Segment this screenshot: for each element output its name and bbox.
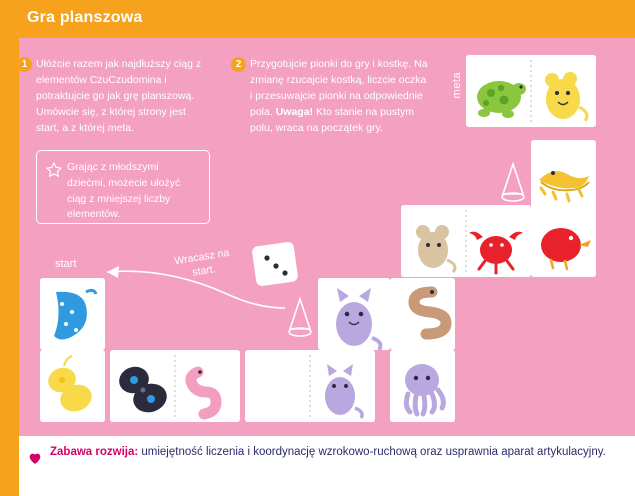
step-2-text (250, 57, 430, 137)
step-1-badge: 1 (17, 57, 32, 72)
back-to-start-label: Wracasz na start. (173, 246, 231, 279)
start-label: start (55, 258, 77, 270)
step-2-warning: Uwaga! (275, 105, 314, 118)
step-1-text: Ułóżcie razem jak najdłuższy ciąg z elementów CzuCzudomina i potraktujcie go jak grę planszową. Umówcie się, z której strony jest start, a z której meta. (36, 58, 202, 134)
domino-card-cat-purple-big[interactable] (318, 278, 390, 350)
left-orange-bar (0, 0, 19, 496)
domino-card-octopus-purple[interactable] (390, 350, 455, 422)
footer-body: umiejętność liczenia i koordynację wzrokowo-ruchową oraz usprawnia aparat artykulacyjny. (138, 446, 606, 458)
domino-card-butterfly-yellow[interactable] (40, 350, 105, 422)
domino-card-whale-blue[interactable] (40, 278, 105, 350)
step-2-text-before: Przygotujcie pionki do gry i kostkę. Na zmianę rzucajcie kostką, liczcie oczka i przesuwajcie pionki na odpowiednie pola. (250, 58, 428, 118)
heart-icon (27, 450, 43, 466)
star-icon (45, 161, 63, 179)
domino-card-butterfly-worm[interactable] (110, 350, 240, 422)
game-pawn-bottom[interactable] (284, 295, 316, 341)
domino-card-mouse-crayfish[interactable] (401, 205, 531, 277)
meta-label: meta (451, 72, 463, 99)
footer-text (50, 444, 615, 461)
footer-left-bar (0, 436, 19, 496)
page-title: Gra planszowa (27, 9, 143, 26)
footer-band (0, 436, 635, 496)
dice[interactable] (250, 238, 302, 290)
domino-card-crocodile[interactable] (531, 140, 596, 212)
step-2-text-after: Kto stanie na pustym polu, wraca na początek gry. (250, 105, 415, 134)
game-pawn-top[interactable] (497, 160, 529, 206)
domino-card-bird-red[interactable] (531, 205, 596, 277)
domino-card-turtle-mouse[interactable] (466, 55, 596, 127)
tip-box (36, 150, 210, 224)
step-2-badge: 2 (231, 57, 246, 72)
tip-text: Grając z młodszymi dziećmi, możecie ułożyć ciąg z mniejszej liczby elementów. (67, 161, 181, 221)
footer-lead: Zabawa rozwija: (50, 446, 139, 458)
domino-card-empty-cat[interactable] (245, 350, 375, 422)
domino-card-worm-brown[interactable] (390, 278, 455, 350)
